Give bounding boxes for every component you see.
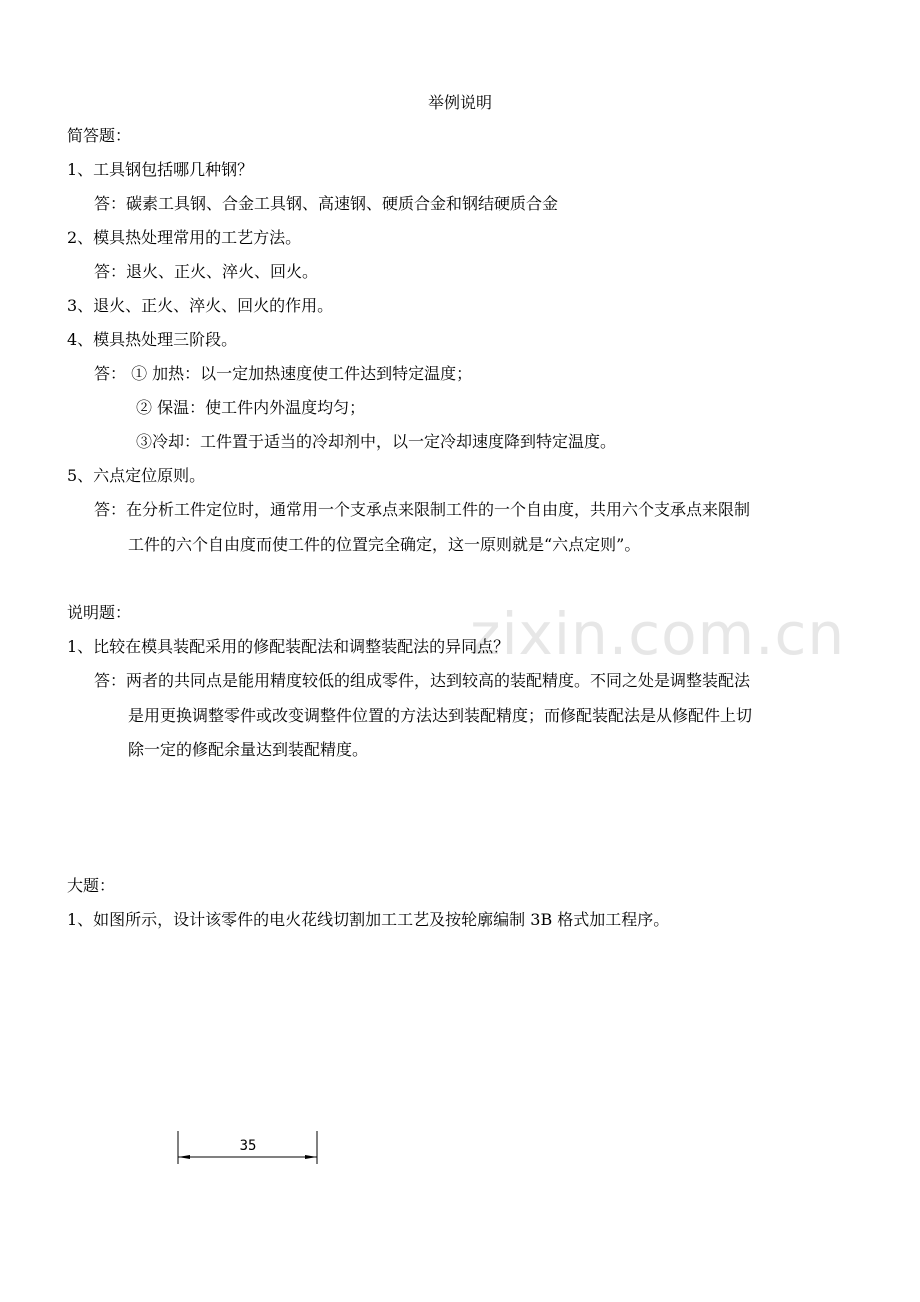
answer-5-line-2: 工件的六个自由度而使工件的位置完全确定，这一原则就是“六点定则”。 (128, 535, 641, 554)
dimension-label: 35 (239, 1138, 257, 1154)
section-heading-short-answer: 简答题： (67, 126, 132, 145)
answer-5-line-1: 答：在分析工件定位时，通常用一个支承点来限制工件的一个自由度，共用六个支承点来限制 (94, 500, 751, 519)
question-3: 3、退火、正火、淬火、回火的作用。 (67, 296, 334, 315)
answer-1: 答：碳素工具钢、合金工具钢、高速钢、硬质合金和钢结硬质合金 (94, 194, 559, 213)
big-question-1: 1、如图所示，设计该零件的电火花线切割加工工艺及按轮廓编制 3B 格式加工程序。 (67, 910, 670, 929)
watermark: zixin.com.cn (470, 600, 846, 668)
explain-question-1: 1、比较在模具装配采用的修配装配法和调整装配法的异同点？ (67, 637, 510, 656)
section-heading-explain: 说明题： (67, 603, 132, 622)
answer-2: 答：退火、正火、淬火、回火。 (94, 262, 319, 281)
question-5: 5、六点定位原则。 (67, 466, 206, 485)
question-4: 4、模具热处理三阶段。 (67, 330, 238, 349)
answer-4-holding: ② 保温：使工件内外温度均匀； (136, 398, 366, 417)
arrow-right-icon (305, 1155, 317, 1159)
question-2: 2、模具热处理常用的工艺方法。 (67, 228, 302, 247)
answer-4-heating: 答： ① 加热：以一定加热速度使工件达到特定温度； (94, 364, 473, 383)
explain-answer-line-3: 除一定的修配余量达到装配精度。 (128, 740, 369, 759)
answer-4-cooling: ③冷却：工件置于适当的冷却剂中，以一定冷却速度降到特定温度。 (136, 432, 617, 451)
arrow-left-icon (178, 1155, 190, 1159)
explain-answer-line-1: 答：两者的共同点是能用精度较低的组成零件，达到较高的装配精度。不同之处是调整装配法 (94, 671, 751, 690)
explain-answer-line-2: 是用更换调整零件或改变调整件位置的方法达到装配精度；而修配装配法是从修配件上切 (128, 706, 753, 725)
question-1: 1、工具钢包括哪几种钢？ (67, 160, 254, 179)
dimension-drawing (170, 1128, 330, 1168)
page-title: 举例说明 (427, 93, 492, 112)
section-heading-big: 大题： (67, 876, 116, 895)
